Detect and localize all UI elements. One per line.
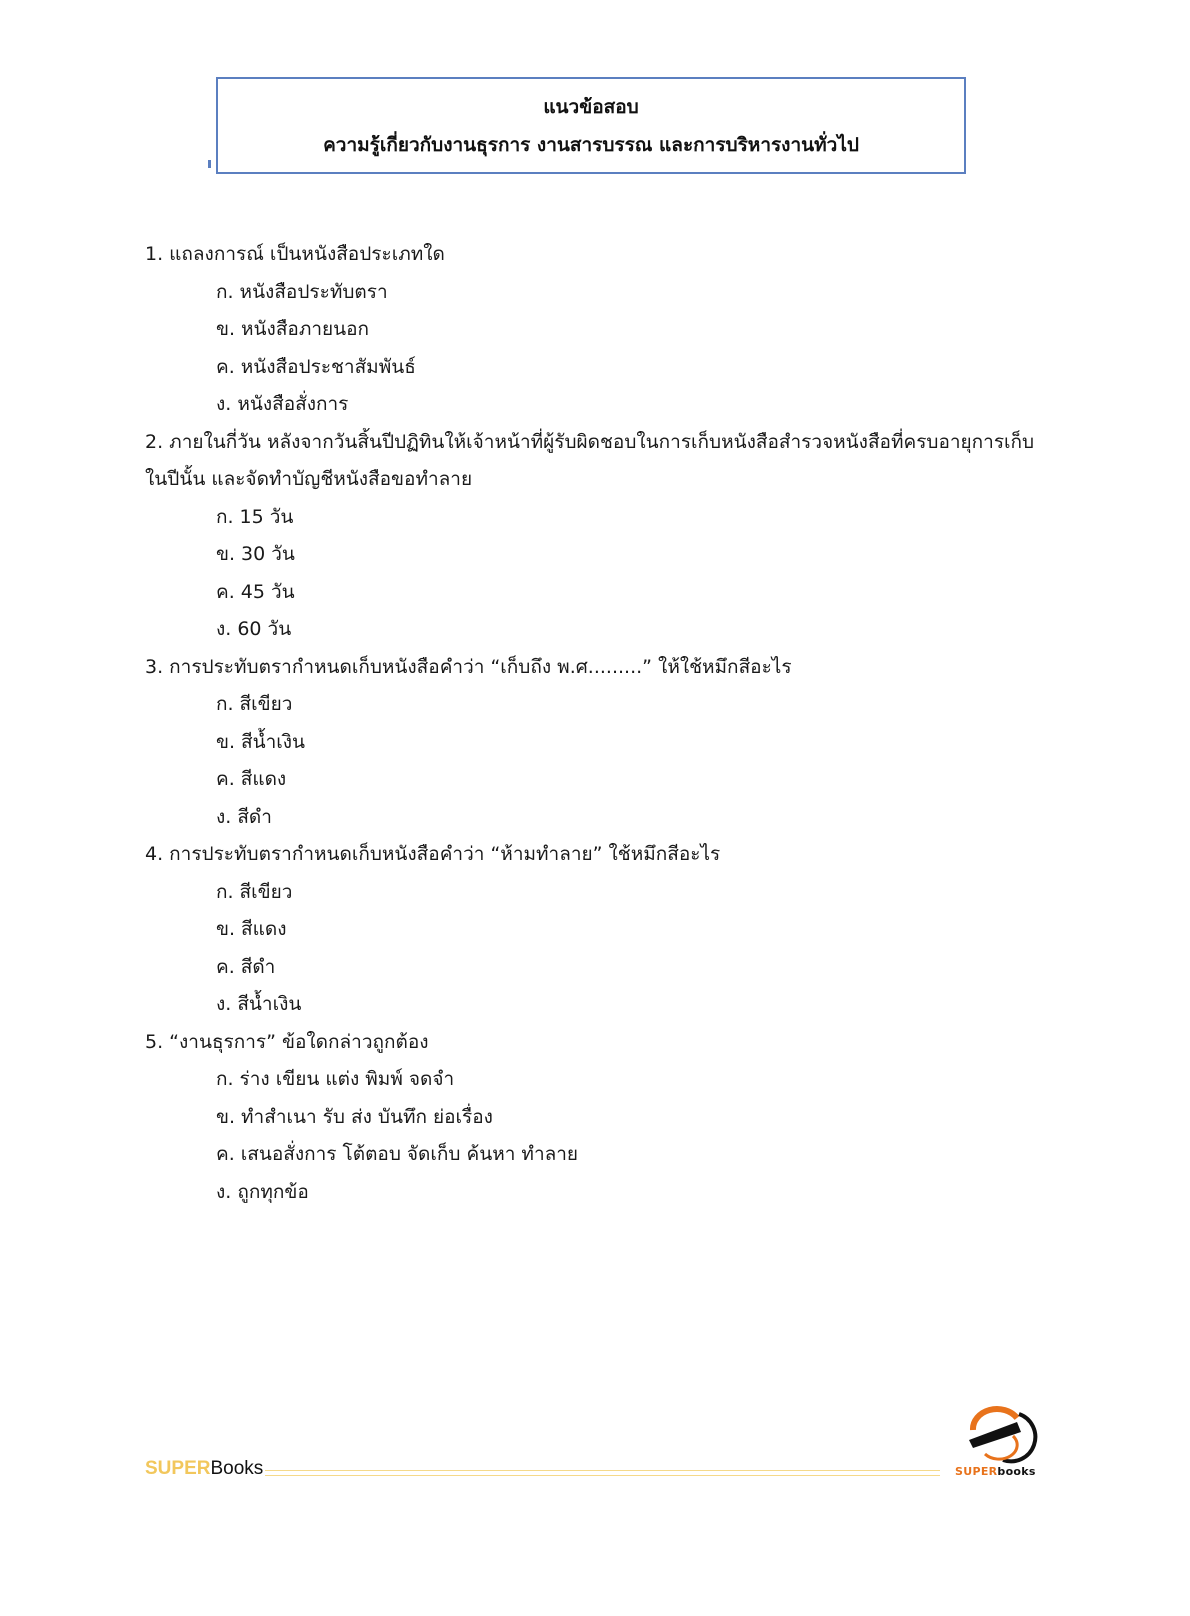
option-row <box>145 724 1045 762</box>
option-letter: ก. <box>216 693 234 715</box>
page-subtitle: ความรู้เกี่ยวกับงานธุรการ งานสารบรรณ และการบริหารงานทั่วไป <box>323 133 859 156</box>
option-row <box>145 986 1045 1024</box>
option-letter: ก. <box>216 280 234 303</box>
option-text: หนังสือสั่งการ <box>237 393 349 415</box>
option-letter: ง. <box>216 393 232 415</box>
option-text: หนังสือประชาสัมพันธ์ <box>240 355 416 378</box>
question-5: 5. “งานธุรการ” ข้อใดกล่าวถูกต้อง <box>145 1030 429 1053</box>
option-text: ถูกทุกข้อ <box>237 1180 309 1203</box>
option-letter: ข. <box>216 318 236 340</box>
option-letter: ง. <box>216 805 232 828</box>
option-row <box>145 349 1045 387</box>
option-text: สีแดง <box>241 918 287 940</box>
option-row <box>145 574 1045 612</box>
option-row <box>145 874 1045 912</box>
question-3: 3. การประทับตรากำหนดเก็บหนังสือคำว่า “เก็บถึง พ.ศ.........” ให้ใช้หมึกสีอะไร <box>145 655 792 678</box>
question-2: 2. ภายในกี่วัน หลังจากวันสิ้นปีปฏิทินให้เจ้าหน้าที่ผู้รับผิดชอบในการเก็บหนังสือสำรวจหนังสือที่ครบอายุการเก็บในปีนั้น และจัดทำบัญชีหนังสือขอทำลาย <box>145 430 1035 490</box>
option-letter: ค. <box>216 955 235 978</box>
question-1: 1. แถลงการณ์ เป็นหนังสือประเภทใด <box>145 243 445 265</box>
footer-brand-super: SUPER <box>145 1458 211 1479</box>
option-row <box>145 311 1045 349</box>
option-text: สีดำ <box>237 805 272 828</box>
option-text: สีเขียว <box>239 693 293 715</box>
option-letter: ง. <box>216 993 232 1015</box>
option-letter: ค. <box>216 768 235 790</box>
option-letter: ค. <box>216 1143 235 1165</box>
option-row <box>145 761 1045 799</box>
option-text: สีดำ <box>240 955 276 978</box>
option-row <box>145 386 1045 424</box>
option-row <box>145 686 1045 724</box>
option-row <box>145 1174 1045 1212</box>
option-row <box>145 536 1045 574</box>
option-text: สีเขียว <box>239 880 293 903</box>
option-row <box>145 1136 1045 1174</box>
option-text: 45 วัน <box>240 580 295 603</box>
option-letter: ก. <box>216 505 234 528</box>
question-list <box>145 236 1045 1211</box>
footer-divider <box>265 1470 940 1476</box>
question-4: 4. การประทับตรากำหนดเก็บหนังสือคำว่า “ห้ามทำลาย” ใช้หมึกสีอะไร <box>145 843 721 865</box>
option-row <box>145 911 1045 949</box>
option-text: หนังสือประทับตรา <box>239 280 388 303</box>
option-row <box>145 1099 1045 1137</box>
logo-wordmark: SUPERbooks <box>955 1465 1036 1478</box>
option-text: 15 วัน <box>239 505 294 528</box>
option-row <box>145 274 1045 312</box>
option-letter: ก. <box>216 1068 234 1090</box>
option-text: สีน้ำเงิน <box>241 730 306 753</box>
option-letter: ข. <box>216 918 236 940</box>
option-letter: ง. <box>216 618 232 640</box>
option-letter: ค. <box>216 580 235 603</box>
option-text: สีน้ำเงิน <box>237 993 302 1015</box>
option-text: หนังสือภายนอก <box>241 318 370 340</box>
option-letter: ก. <box>216 880 234 903</box>
option-letter: ข. <box>216 730 236 753</box>
option-row <box>145 1061 1045 1099</box>
option-letter: ง. <box>216 1180 232 1203</box>
option-text: ทำสำเนา รับ ส่ง บันทึก ย่อเรื่อง <box>241 1105 493 1128</box>
option-letter: ข. <box>216 543 236 565</box>
option-row <box>145 611 1045 649</box>
option-row <box>145 949 1045 987</box>
option-text: ร่าง เขียน แต่ง พิมพ์ จดจำ <box>239 1068 455 1090</box>
option-text: เสนอสั่งการ โต้ตอบ จัดเก็บ ค้นหา ทำลาย <box>240 1143 579 1165</box>
option-letter: ข. <box>216 1105 236 1128</box>
option-text: 60 วัน <box>237 618 292 640</box>
header-title-box <box>216 77 966 174</box>
option-letter: ค. <box>216 355 235 378</box>
option-text: สีแดง <box>240 768 287 790</box>
page-title: แนวข้อสอบ <box>543 95 639 118</box>
option-row <box>145 799 1045 837</box>
option-row <box>145 499 1045 537</box>
option-text: 30 วัน <box>241 543 295 565</box>
box-marker <box>208 160 211 168</box>
footer-brand <box>145 1458 263 1480</box>
footer-brand-books: Books <box>210 1458 264 1479</box>
